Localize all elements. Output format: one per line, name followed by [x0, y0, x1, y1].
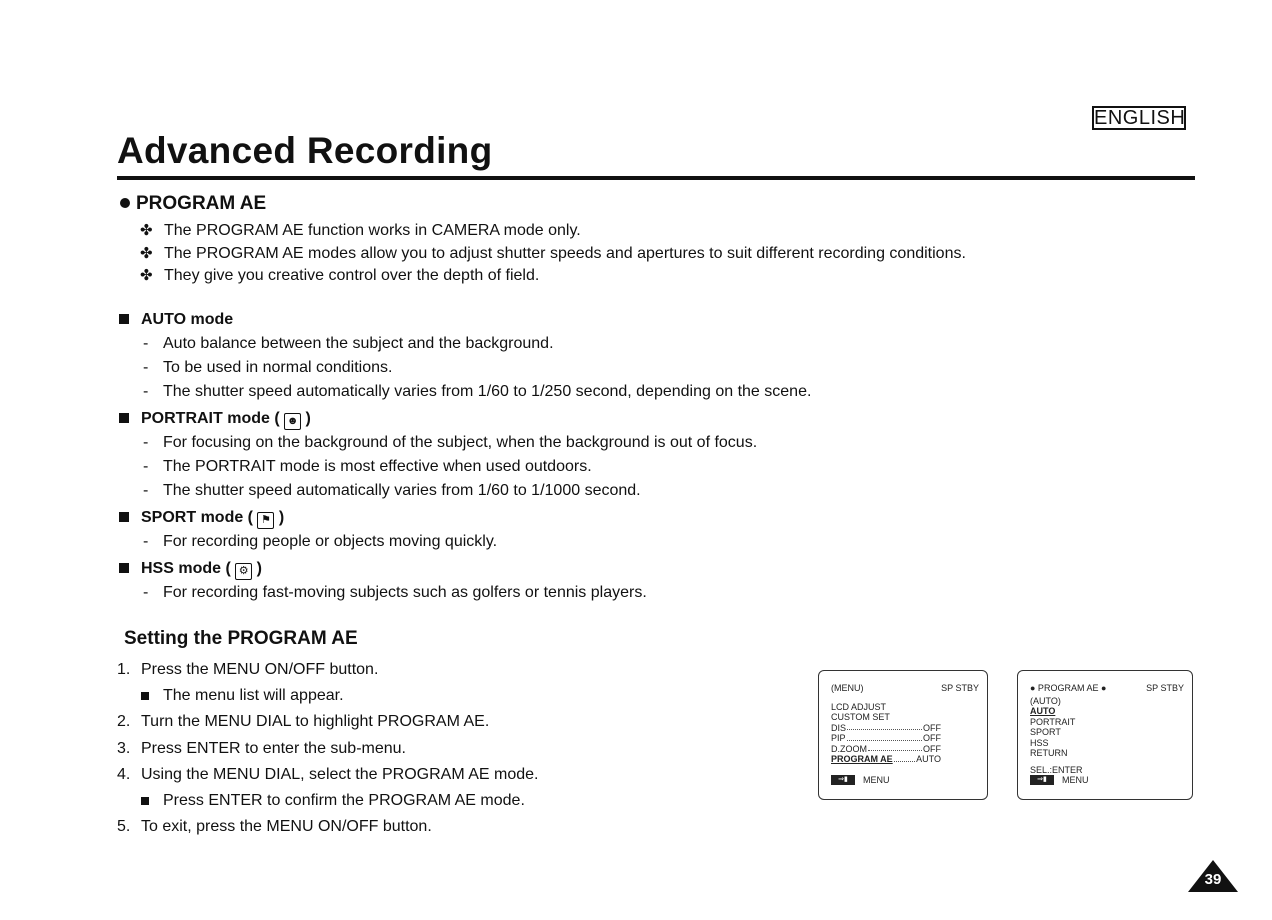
square-bullet-icon	[141, 692, 149, 700]
step-item: 1. Press the MENU ON/OFF button.	[117, 661, 379, 678]
clover-bullet-icon: ✤	[140, 244, 153, 262]
step-list	[117, 657, 538, 840]
square-bullet-icon	[119, 512, 129, 522]
square-bullet-icon	[141, 797, 149, 805]
mode-auto: AUTO mode - Auto balance between the subject and the background. - To be used in normal conditions. - The shutter speed automatically varies from 1/60 to 1/250 second, depending on the scene.	[119, 308, 1019, 404]
hss-icon: ⚙	[235, 563, 252, 580]
step-item: 3. Press ENTER to enter the sub-menu.	[117, 739, 406, 757]
square-bullet-icon	[119, 314, 129, 324]
portrait-icon: ☻	[284, 413, 301, 430]
intro-item: ✤ The PROGRAM AE function works in CAMERA mode only.	[140, 220, 966, 243]
program-ae-screen-illustration: ● PROGRAM AE ● SP STBY (AUTO) AUTO PORTRAIT SPORT HSS RETURN SEL.:ENTER ⇒▮ MENU	[1017, 670, 1193, 800]
mode-list	[119, 308, 1019, 608]
step-sub-item: Press ENTER to confirm the PROGRAM AE mode.	[117, 788, 538, 814]
intro-list	[140, 220, 966, 288]
bullet-dot-icon	[120, 198, 130, 208]
mode-sport: SPORT mode ( ⚑ ) - For recording people or objects moving quickly.	[119, 506, 1019, 554]
step-item: 2. Turn the MENU DIAL to highlight PROGRAM AE.	[117, 713, 490, 731]
program-ae-heading: PROGRAM AE	[120, 193, 266, 215]
language-badge: ENGLISH	[1094, 107, 1186, 129]
page-number: 39	[1204, 871, 1222, 888]
intro-item: ✤ The PROGRAM AE modes allow you to adjust shutter speeds and apertures to suit different recording conditions.	[140, 243, 966, 266]
mode-portrait: PORTRAIT mode ( ☻ ) - For focusing on the background of the subject, when the background is out of focus. - The PORTRAIT mode is most effective when used outdoors. - The shutter speed automatically varies from 1/60 to 1/1000 second.	[119, 407, 1019, 503]
menu-button-icon: ⇒▮	[831, 775, 855, 785]
step-sub-item: The menu list will appear.	[117, 683, 538, 709]
square-bullet-icon	[119, 563, 129, 573]
mode-hss: HSS mode ( ⚙ ) - For recording fast-moving subjects such as golfers or tennis players.	[119, 557, 1019, 605]
sport-icon: ⚑	[257, 512, 274, 529]
clover-bullet-icon: ✤	[140, 222, 153, 239]
step-item: 4. Using the MENU DIAL, select the PROGRAM AE mode.	[117, 765, 539, 783]
step-item: 5. To exit, press the MENU ON/OFF button.	[117, 818, 432, 836]
clover-bullet-icon: ✤	[140, 267, 153, 284]
page-title: Advanced Recording	[117, 130, 493, 171]
square-bullet-icon	[119, 413, 129, 423]
intro-item: ✤ They give you creative control over the depth of field.	[140, 265, 966, 288]
title-divider	[117, 176, 1195, 180]
menu-button-icon: ⇒▮	[1030, 775, 1054, 785]
menu-screen-illustration: (MENU) SP STBY LCD ADJUST CUSTOM SET DIS OFF PIP OFF D.ZOOM OFF PROGRAM AE AUTO ⇒▮ MENU	[818, 670, 988, 800]
setting-heading: Setting the PROGRAM AE	[124, 628, 358, 649]
